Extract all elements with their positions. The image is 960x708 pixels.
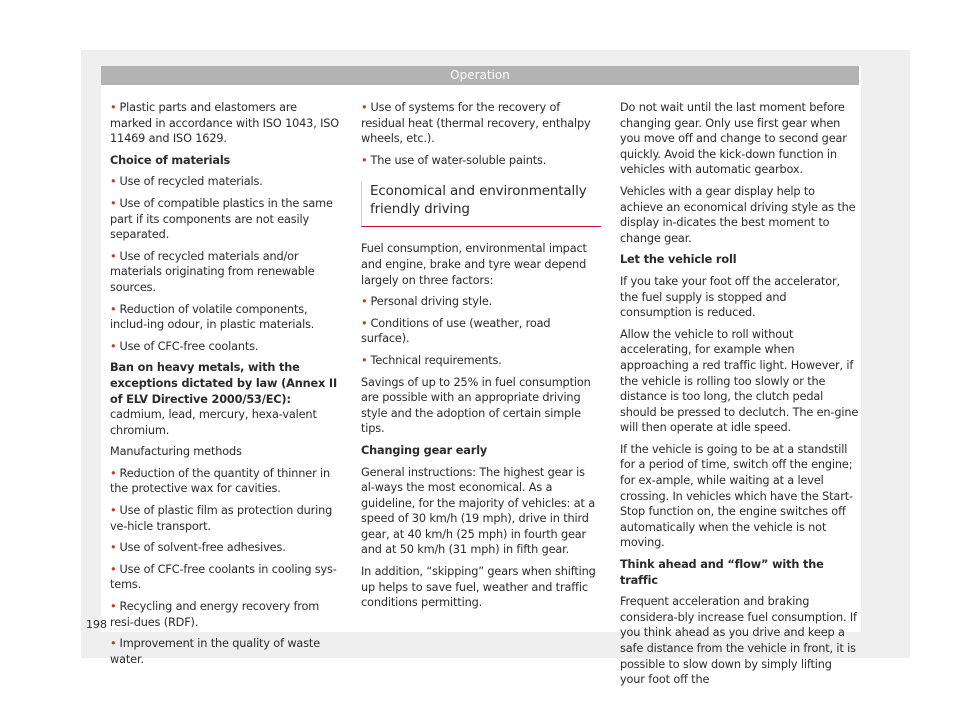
bullet-icon: • [110,175,117,189]
savings-paragraph: Savings of up to 25% in fuel consumption are possible with an appropriate driving style and the adoption of certain simple tips. [361,375,591,436]
bullet-icon: • [110,541,117,555]
paragraph: If you take your foot off the accelerator, the fuel supply is stopped and consumption is reduced. [620,274,840,320]
list-item: • Personal driving style. [361,295,493,309]
paragraph: Vehicles with a gear display help to achieve an economical driving style as the display in-dicates the best moment to change gear. [620,184,856,245]
bullet-icon: • [110,600,117,614]
heading-materials: Choice of materials [110,153,231,167]
paragraph: If the vehicle is going to be at a standstill for a period of time, switch off the engine; for ex-ample, while waiting at a level crossing. In vehicles which have the Start-Stop function on, the engine switches off automatically when the vehicle is not moving. [620,442,853,550]
list-item: • Conditions of use (weather, road surface). [361,316,551,346]
bullet-icon: • [110,466,117,480]
paragraph: Frequent acceleration and braking considera-bly increase fuel consumption. If you think ahead as you drive and keep a safe distance from the vehicle in front, it is possible to slow down by simply lifting your foot off the [620,595,857,687]
gear-paragraph: General instructions: The highest gear is al-ways the most economical. As a guideline, for the majority of vehicles: at a speed of 30 km/h (19 mph), drive in third gear, at 40 km/h (25 mph) in fourth gear and at 50 km/h (31 mph) in fifth gear. [361,465,595,557]
heading-gear: Changing gear early [361,443,488,457]
bullet-icon: • [110,101,117,114]
bullet-icon: • [110,249,117,263]
list-item: • Use of CFC-free coolants. [110,339,259,353]
list-item: • Use of compatible plastics in the same part if its components are not easily separated. [110,196,333,242]
skip-paragraph: In addition, “skipping” gears when shifting up helps to save fuel, weather and traffic conditions permitting. [361,565,596,610]
list-item: • Reduction of the quantity of thinner in the protective wax for cavities. [110,466,331,496]
heading-flow: Think ahead and “flow” with the traffic [620,558,824,587]
section-heading-eco-driving: Economical and environmentally friendly driving [361,182,601,227]
bullet-icon: • [110,196,117,210]
column-3 [620,100,860,694]
intro-paragraph: Fuel consumption, environmental impact and engine, brake and tyre wear depend largely on three factors: [361,242,587,287]
bullet-icon: • [110,562,117,576]
bullet-icon: • [110,637,117,651]
list-item: • Technical requirements. [361,353,502,367]
list-item: • Use of recycled materials and/or materials originating from renewable sources. [110,249,315,294]
list-item: • Use of solvent-free adhesives. [110,541,286,555]
list-item: • Plastic parts and elastomers are marked in accordance with ISO 1043, ISO 11469 and ISO 1629. [110,101,340,146]
column-1 [110,100,342,673]
list-item: • Use of recycled materials. [110,175,263,189]
list-item: • Use of plastic film as protection during ve-hicle transport. [110,504,333,533]
paragraph: Do not wait until the last moment before changing gear. Only use first gear when you move off and change to second gear quickly. Avoid the kick-down function in vehicles with automatic gearbox. [620,101,847,177]
bullet-icon: • [361,101,368,114]
page-number: 198 [86,618,107,631]
bullet-icon: • [361,316,368,330]
heading-methods: Manufacturing methods [110,445,242,459]
section-header: Operation [101,66,859,85]
bullet-icon: • [110,504,117,518]
bullet-icon: • [110,302,117,316]
heavy-metals-paragraph: Ban on heavy metals, with the exceptions dictated by law (Annex II of ELV Directive 2000/53/EC): cadmium, lead, mercury, hexa-valent chromium. [110,361,338,437]
paragraph: Allow the vehicle to roll without accelerating, for example when approaching a red traffic light. However, if the vehicle is rolling too slowly or the distance is too long, the clutch pedal should be pressed to declutch. The en-gine will then operate at idle speed. [620,327,859,435]
heading-roll: Let the vehicle roll [620,253,737,267]
list-item: • Improvement in the quality of waste water. [110,637,321,666]
bullet-icon: • [110,339,117,353]
bullet-icon: • [361,353,368,367]
list-item: • Recycling and energy recovery from resi-dues (RDF). [110,600,320,629]
bullet-icon: • [361,295,368,309]
column-2 [361,100,601,617]
list-item: • Use of systems for the recovery of residual heat (thermal recovery, enthalpy wheels, etc.). [361,101,591,146]
bullet-icon: • [361,153,368,167]
list-item: • Use of CFC-free coolants in cooling sys-tems. [110,562,337,592]
list-item: • The use of water-soluble paints. [361,153,547,167]
list-item: • Reduction of volatile components, includ-ing odour, in plastic materials. [110,302,315,332]
